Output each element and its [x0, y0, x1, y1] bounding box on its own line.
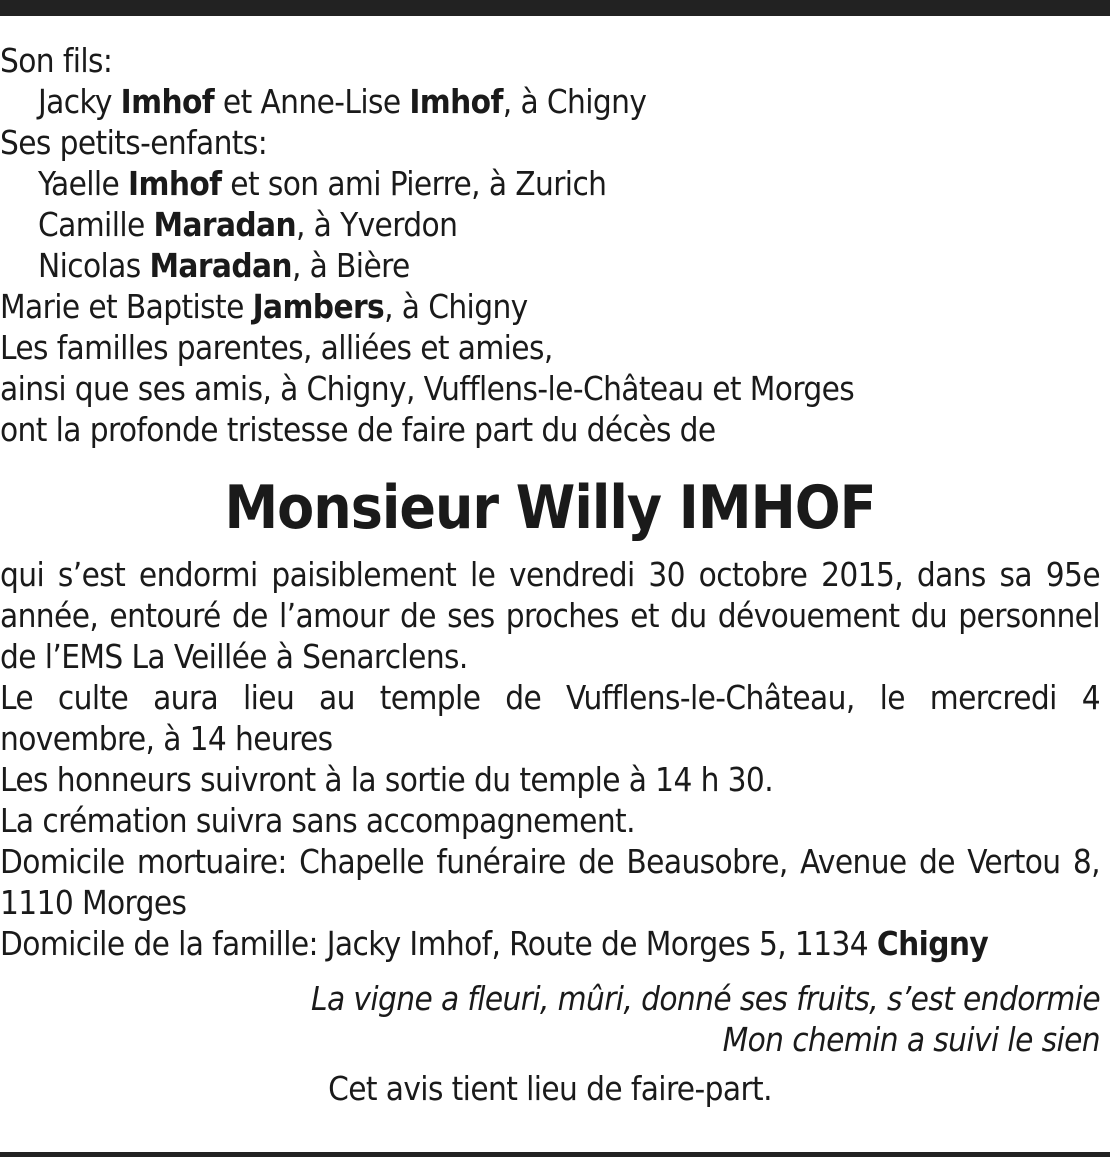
grandchild-entry: Yaelle Imhof et son ami Pierre, à Zurich	[38, 164, 607, 203]
closing-note: Cet avis tient lieu de faire-part.	[328, 1069, 772, 1108]
honours-line: Les honneurs suivront à la sortie du temple à 14 h 30.	[0, 760, 774, 799]
mortuary-address: Domicile mortuaire: Chapelle funéraire de Beausobre, Avenue de Vertou 8, 1110 Morges	[0, 842, 1100, 922]
top-rule	[0, 0, 1110, 16]
cremation-line: La crémation suivra sans accompagnement.	[0, 801, 635, 840]
deceased-name-title: Monsieur Willy IMHOF	[224, 473, 876, 543]
son-heading: Son fils:	[0, 41, 113, 80]
epitaph-quote	[0, 978, 1100, 1060]
grandchildren-heading: Ses petits-enfants:	[0, 123, 268, 162]
families-line: Les familles parentes, alliées et amies,	[0, 328, 553, 367]
epitaph-line-1: La vigne a fleuri, mûri, donné ses fruits, s’est endormie	[311, 979, 1100, 1018]
epitaph-line-2: Mon chemin a suivi le sien	[722, 1020, 1100, 1059]
relatives-entry: Marie et Baptiste Jambers, à Chigny	[0, 287, 528, 326]
grandchild-entry: Camille Maradan, à Yverdon	[38, 205, 458, 244]
son-entry: Jacky Imhof et Anne-Lise Imhof, à Chigny	[38, 82, 647, 121]
death-notice	[0, 40, 1100, 1109]
bottom-rule	[0, 1152, 1110, 1157]
service-paragraph: Le culte aura lieu au temple de Vufflens-le-Château, le mercredi 4 novembre, à 14 heures	[0, 678, 1100, 758]
grandchild-entry: Nicolas Maradan, à Bière	[38, 246, 410, 285]
family-address: Domicile de la famille: Jacky Imhof, Route de Morges 5, 1134 Chigny	[0, 924, 989, 963]
friends-line: ainsi que ses amis, à Chigny, Vufflens-le-Château et Morges	[0, 369, 855, 408]
announcement-line: ont la profonde tristesse de faire part du décès de	[0, 410, 716, 449]
passing-paragraph: qui s’est endormi paisiblement le vendredi 30 octobre 2015, dans sa 95e année, entouré de l’amour de ses proches et du dévouement du personnel de l’EMS La Veillée à Senarclens.	[0, 555, 1100, 676]
